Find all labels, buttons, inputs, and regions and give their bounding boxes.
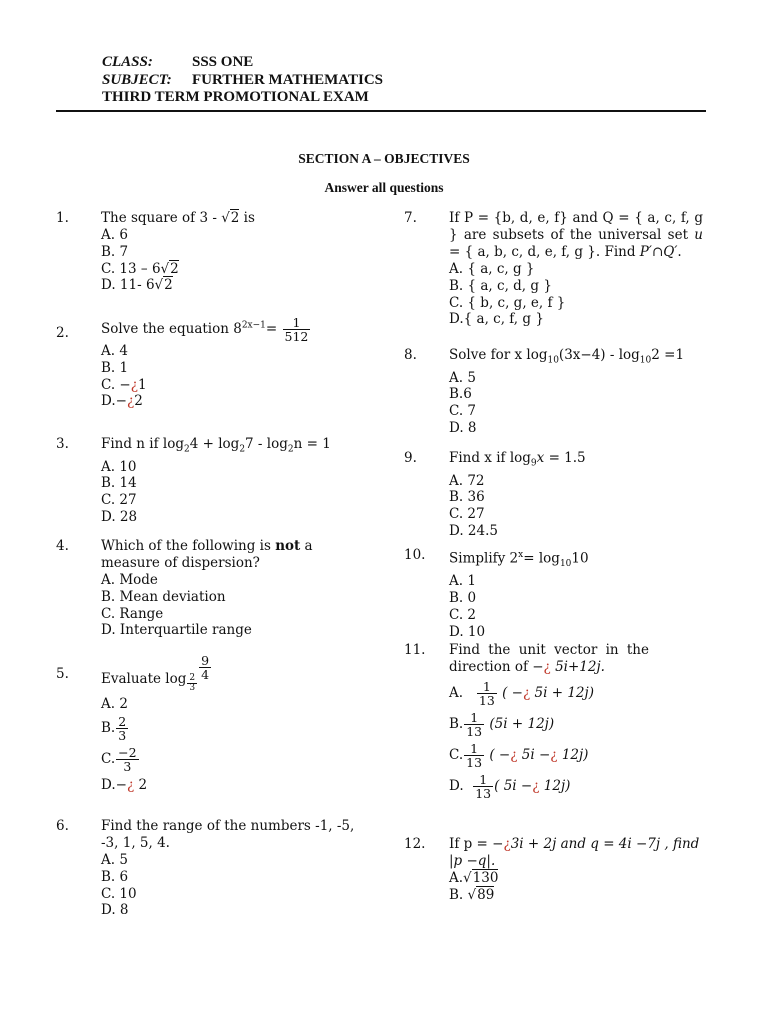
option-d-text: D.− — [101, 776, 127, 793]
question-text: n = 1 — [293, 436, 331, 452]
denominator: 13 — [466, 724, 483, 739]
option-d — [449, 773, 649, 800]
denominator: 3 — [118, 727, 127, 743]
option-d — [101, 777, 363, 794]
render-glitch-mark: ¿ — [550, 747, 558, 763]
option-b: B. 7 — [101, 243, 129, 260]
log-base: 2 — [287, 444, 294, 455]
option-c: C. 27 — [449, 506, 485, 523]
option-c — [101, 746, 363, 773]
question-text: Find the range of the numbers -1, -5, -3, 1, 5, 4. — [101, 818, 355, 851]
option-c — [449, 742, 649, 769]
option-a-expression: ( − — [497, 685, 523, 701]
option-d-root: 2 — [164, 277, 173, 294]
numerator: 1 — [464, 711, 484, 725]
denominator: 512 — [284, 329, 309, 344]
option-b-text: B. — [449, 716, 464, 732]
log-base: 2 — [184, 444, 190, 455]
question-number: 3. — [56, 436, 69, 452]
fraction — [199, 654, 211, 681]
option-d: D. 10 — [449, 623, 486, 640]
log-base: 2 — [239, 444, 246, 455]
numerator: 1 — [473, 773, 493, 787]
question-text: Find the unit vector in the direction of − — [449, 642, 649, 675]
option-c-expression: 5i − — [517, 747, 551, 763]
option-b-expression: (5i + 12j) — [485, 716, 555, 732]
option-a — [449, 680, 649, 707]
question-text: The square of 3 - — [101, 210, 222, 226]
option-a: A. 4 — [101, 343, 128, 359]
option-a: A. 5 — [449, 369, 476, 386]
header-divider — [56, 110, 706, 112]
option-d-value: 2 — [134, 776, 148, 793]
question-text: Solve for x log — [449, 347, 548, 363]
option-c: C. 13 – 6√2 — [101, 260, 179, 277]
option-a: A. Mode — [101, 572, 158, 588]
log-base: 9 — [530, 458, 537, 469]
fraction — [477, 680, 497, 707]
question-text: = log — [523, 550, 560, 567]
option-c — [101, 377, 363, 394]
option-c-text: C. − — [101, 376, 131, 393]
option-b: B. 1 — [101, 359, 129, 376]
set-expression: P′∩Q′ — [639, 244, 678, 260]
option-d-expression: 12j) — [539, 778, 571, 794]
variable: x — [536, 450, 545, 466]
vector-expression: 5i+12j. — [550, 659, 605, 675]
question-number: 2. — [56, 325, 69, 341]
option-a: A. { a, c, g } — [449, 261, 535, 277]
option-a: A. 6 — [101, 227, 128, 243]
option-c: C. 27 — [101, 492, 137, 509]
option-a-expression: 5i + 12j) — [530, 685, 594, 701]
option-d: D. 8 — [449, 420, 477, 437]
option-b: B. 0 — [449, 589, 477, 606]
denominator: 3 — [123, 758, 132, 774]
question-text: Find n if log — [101, 436, 184, 452]
question-number: 12. — [404, 836, 426, 852]
numerator: 1 — [477, 680, 497, 694]
render-glitch-mark: ¿ — [126, 393, 135, 410]
exponent: x — [518, 550, 524, 560]
question-text: = { a, b, c, d, e, f, g }. Find — [449, 244, 640, 260]
option-c-text: C. — [449, 747, 464, 763]
option-d-text: D. 11- 6 — [101, 277, 155, 294]
question-text: 10 — [571, 550, 589, 567]
option-a: A. 5 — [101, 852, 128, 868]
question-text: Evaluate log — [101, 671, 187, 687]
fraction — [283, 316, 311, 343]
exam-title: THIRD TERM PROMOTIONAL EXAM — [102, 89, 369, 105]
option-b-text: B. — [101, 719, 116, 736]
question-number: 6. — [56, 818, 69, 834]
question-number: 4. — [56, 538, 69, 554]
question-text: a measure of dispersion? — [101, 538, 313, 571]
option-b: B. 36 — [449, 489, 485, 506]
option-b: B. Mean deviation — [101, 588, 226, 605]
question-text: Find x if log — [449, 450, 531, 466]
log-base-fraction — [187, 674, 197, 693]
question-text-end: is — [239, 210, 255, 226]
question-text: Which of the following is — [101, 538, 276, 554]
option-b — [101, 715, 363, 742]
fraction — [116, 746, 138, 773]
exponent: 2x−1 — [241, 320, 266, 331]
option-a-text: A. — [449, 685, 464, 701]
root-value: 2 — [230, 210, 240, 226]
denominator: 4 — [201, 667, 210, 682]
question-number: 11. — [404, 642, 426, 658]
class-label: CLASS: — [102, 54, 153, 70]
fraction — [473, 773, 493, 800]
render-glitch-mark: ¿ — [503, 836, 511, 852]
option-c-expression: ( − — [485, 747, 511, 763]
question-number: 5. — [56, 666, 69, 682]
numerator: 2 — [118, 713, 127, 729]
render-glitch-mark: ¿ — [523, 685, 531, 701]
numerator: 9 — [201, 653, 210, 668]
option-b: B. 6 — [101, 868, 129, 885]
option-d: D. Interquartile range — [101, 622, 252, 639]
section-title: SECTION A – OBJECTIVES — [298, 151, 470, 166]
render-glitch-mark: ¿ — [543, 659, 551, 675]
exam-header — [102, 54, 383, 107]
equals: = — [265, 321, 278, 337]
fraction — [464, 742, 484, 769]
question-number: 1. — [56, 210, 69, 226]
option-d-expression: ( 5i − — [494, 778, 533, 794]
option-a: A. 2 — [101, 696, 128, 712]
option-d-text: D. — [449, 778, 464, 794]
render-glitch-mark: ¿ — [510, 747, 518, 763]
option-b: B. √89 — [449, 886, 495, 903]
question-text: If p = − — [449, 836, 504, 852]
fraction — [116, 715, 128, 742]
option-a: A. 72 — [449, 472, 485, 489]
log-base: 10 — [559, 559, 572, 570]
denominator: 13 — [466, 755, 483, 770]
section-instruction: Answer all questions — [324, 180, 444, 195]
denominator: 13 — [478, 693, 495, 708]
question-text: Solve the equation 8 — [101, 321, 242, 337]
log-base: 10 — [639, 355, 652, 366]
class-value: SSS ONE — [192, 54, 254, 70]
question-number: 9. — [404, 450, 417, 466]
option-d: D.{ a, c, f, g } — [449, 311, 544, 328]
option-c: C. 7 — [449, 403, 477, 420]
option-b — [449, 711, 649, 738]
question-text: (3x−4) - log — [558, 347, 640, 363]
question-text: 2 =1 — [651, 347, 685, 363]
option-a: A.√130 — [449, 870, 499, 886]
option-d: D. 8 — [101, 902, 129, 919]
emphasis-text: not — [275, 538, 301, 554]
universal-set-symbol: u — [694, 227, 703, 243]
option-c-value: 1 — [138, 376, 147, 393]
option-d-value: 2 — [134, 393, 143, 410]
question-text: 3i + 2j and q = 4i −7j , find |p −q|. — [449, 836, 700, 869]
fraction — [464, 711, 484, 738]
log-base: 10 — [547, 355, 559, 366]
option-c: C. { b, c, g, e, f } — [449, 294, 566, 311]
option-b: B. 14 — [101, 475, 137, 492]
numerator: 1 — [464, 742, 484, 756]
render-glitch-mark: ¿ — [126, 776, 135, 793]
option-c: C. Range — [101, 605, 164, 622]
option-a: A. 1 — [449, 573, 476, 590]
numerator: −2 — [118, 744, 137, 760]
option-b-root: 89 — [477, 886, 495, 903]
numerator: 2 — [189, 673, 196, 683]
question-number: 8. — [404, 347, 417, 363]
question-text: Simplify 2 — [449, 550, 519, 567]
option-c-root: 2 — [170, 260, 179, 277]
render-glitch-mark: ¿ — [130, 376, 138, 393]
render-glitch-mark: ¿ — [532, 778, 540, 794]
option-a-root: 130 — [472, 870, 499, 886]
denominator: 3 — [189, 683, 196, 693]
option-c-expression: 12j) — [557, 747, 589, 763]
subject-label: SUBJECT: — [102, 71, 172, 88]
question-text: 7 - log — [245, 436, 288, 452]
option-c: C. 2 — [449, 606, 477, 623]
option-d: D. 11- 6√2 — [101, 277, 173, 294]
option-b-text: B. — [449, 886, 468, 903]
option-c-text: C. — [101, 750, 116, 767]
option-b: B. { a, c, d, g } — [449, 277, 552, 294]
numerator: 1 — [283, 316, 311, 330]
denominator: 13 — [475, 786, 492, 801]
option-b: B.6 — [449, 386, 472, 403]
question-text: 4 + log — [189, 436, 240, 452]
option-a: A. 10 — [101, 458, 137, 475]
question-text: If P = {b, d, e, f} and Q = { a, c, f, g } are subsets of the universal set — [449, 210, 703, 243]
option-d: D. 28 — [101, 509, 138, 526]
option-d-text: D.− — [101, 393, 127, 410]
option-c-text: C. 13 – 6 — [101, 260, 161, 277]
option-d — [101, 393, 363, 410]
option-a-text: A. — [449, 870, 464, 886]
question-text: = 1.5 — [544, 450, 586, 466]
option-c: C. 10 — [101, 885, 137, 902]
option-d: D. 24.5 — [449, 523, 498, 540]
subject-value: FURTHER MATHEMATICS — [192, 71, 384, 88]
question-number: 10. — [404, 547, 426, 563]
question-number: 7. — [404, 210, 417, 226]
